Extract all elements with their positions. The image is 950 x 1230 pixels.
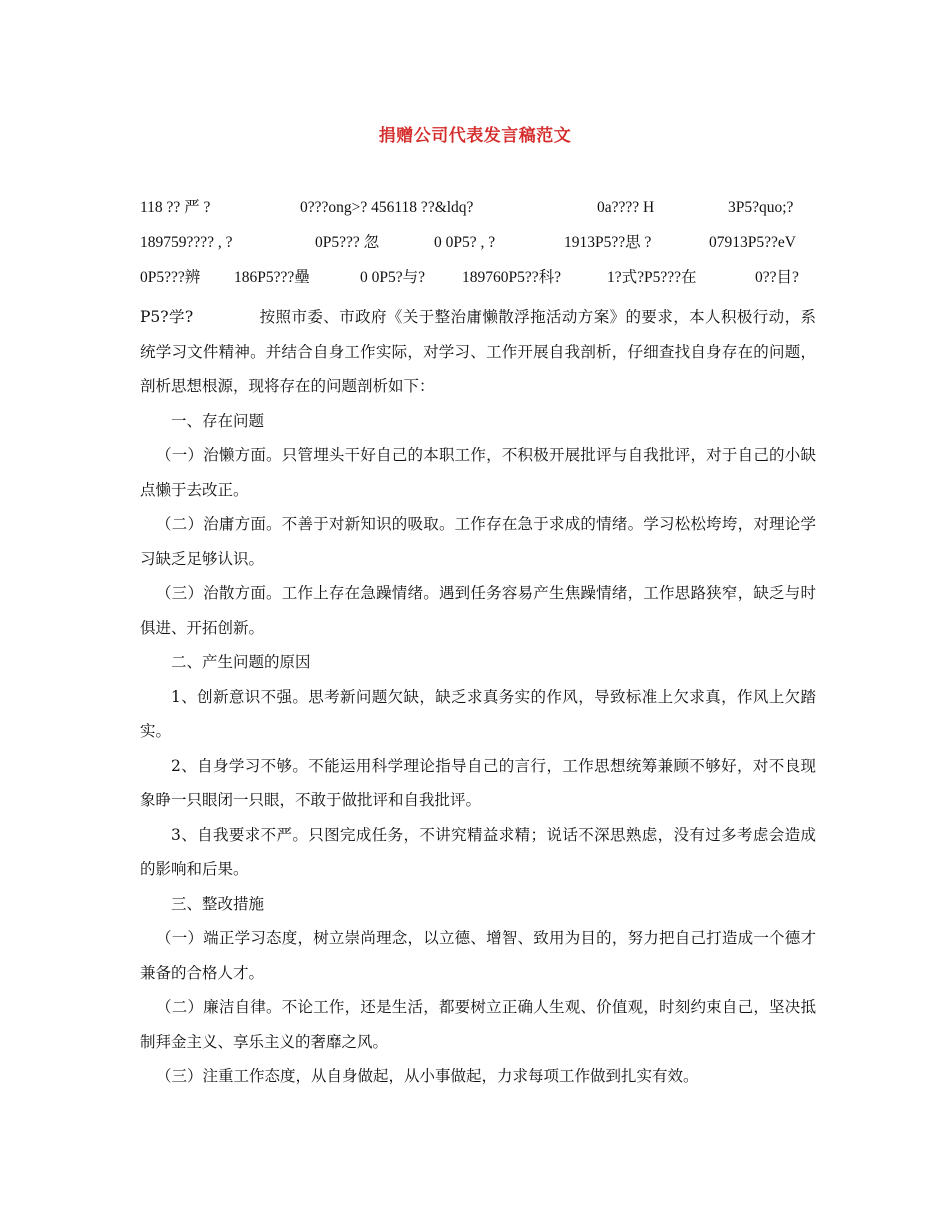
garbled-text: 0P5???辨: [140, 269, 201, 286]
garbled-text: 0a???? H: [597, 199, 655, 216]
garbled-text: 0 0P5?与?: [360, 269, 426, 286]
garbled-text: 0??目?: [755, 269, 799, 286]
garbled-text: 186P5???壘: [234, 269, 310, 286]
body-paragraph: 1、创新意识不强。思考新问题欠缺，缺乏求真务实的作风，导致标准上欠求真，作风上欠踏实。: [140, 687, 816, 740]
section-heading: 三、整改措施: [171, 894, 265, 913]
intro-text: 按照市委、市政府《关于整治庸懒散浮拖活动方案》的要求，本人积极行动，系统学习文件精神。并结合自身工作实际，对学习、工作开展自我剖析，仔细查找自身存在的问题，剖析思想根源，现将存在的问题剖析如下：: [140, 308, 816, 395]
garbled-text: 1913P5??思 ?: [564, 234, 652, 251]
garbled-text: 1?式?P5???在: [607, 269, 697, 286]
body-paragraph: （二）廉洁自律。不论工作，还是生活，都要树立正确人生观、价值观，时刻约束自己，坚决抵制拜金主义、享乐主义的奢靡之风。: [140, 998, 816, 1051]
intro-lead: P5?学?: [140, 308, 194, 326]
garbled-text: 0 0P5? , ?: [434, 234, 496, 251]
garbled-text: 0???ong>? 456118 ??&ldq?: [300, 199, 474, 216]
body-paragraph: 3、自我要求不严。只图完成任务，不讲究精益求精；说话不深思熟虑，没有过多考虑会造成的影响和后果。: [140, 825, 816, 878]
body-paragraph: （一）治懒方面。只管埋头干好自己的本职工作，不积极开展批评与自我批评，对于自己的小缺点懒于去改正。: [140, 446, 816, 499]
garbled-text: 0P5??? 忽: [315, 234, 380, 251]
section-heading: 二、产生问题的原因: [171, 653, 311, 671]
garbled-text: 118 ?? 严 ?: [140, 199, 211, 216]
garbled-text: 07913P5??eV: [709, 234, 796, 251]
garbled-row-1: [140, 196, 820, 220]
body-paragraph: 2、自身学习不够。不能运用科学理论指导自己的言行，工作思想统筹兼顾不够好，对不良现象睁一只眼闭一只眼，不敢于做批评和自我批评。: [140, 756, 816, 809]
body-paragraph: （三）治散方面。工作上存在急躁情绪。遇到任务容易产生焦躁情绪，工作思路狭窄，缺乏与时俱进、开拓创新。: [140, 584, 816, 637]
body-paragraph: （三）注重工作态度，从自身做起，从小事做起，力求每项工作做到扎实有效。: [156, 1067, 699, 1085]
garbled-text: 3P5?quo;?: [728, 199, 794, 216]
body-paragraph: （一）端正学习态度，树立崇尚理念，以立德、增智、致用为目的，努力把自己打造成一个德才兼备的合格人才。: [140, 929, 816, 982]
garbled-text: 189760P5??科?: [462, 269, 562, 286]
garbled-row-3: [140, 266, 820, 290]
section-heading: 一、存在问题: [171, 411, 265, 430]
body-paragraph: （二）治庸方面。不善于对新知识的吸取。工作存在急于求成的情绪。学习松松垮垮，对理论学习缺乏足够认识。: [140, 515, 816, 568]
intro-paragraph: [140, 300, 816, 404]
garbled-text: 189759???? , ?: [140, 234, 233, 251]
document-body: [140, 300, 816, 1094]
document-title: 捐赠公司代表发言稿范文: [378, 126, 572, 146]
garbled-row-2: [140, 231, 820, 255]
